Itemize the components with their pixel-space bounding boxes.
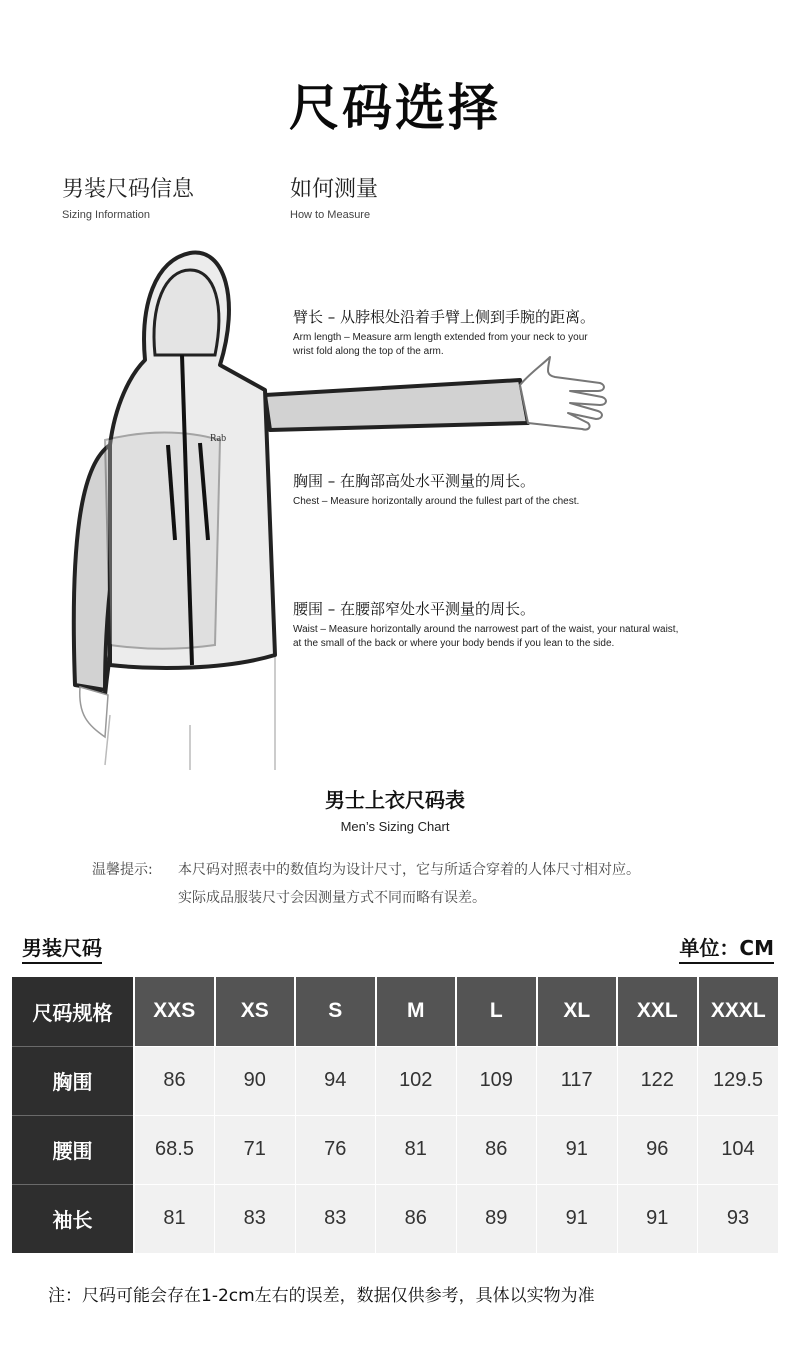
measure-note-arm [293, 306, 673, 358]
arm-note-en-2: wrist fold along the top of the arm. [293, 345, 444, 357]
brand-logo: Rab [210, 433, 227, 444]
arm-note-en-1: Arm length – Measure arm length extended from your neck to your [293, 332, 588, 343]
table-cell: 86 [456, 1115, 537, 1184]
table-cell: 90 [215, 1046, 296, 1115]
table-header-row [12, 977, 778, 1046]
footnote: 注：尺码可能会存在1-2cm左右的误差，数据仅供参考，具体以实物为准 [48, 1286, 595, 1306]
table-row [12, 1115, 778, 1184]
table-cell: 129.5 [698, 1046, 779, 1115]
table-cell: 86 [134, 1046, 215, 1115]
chart-title-zh: 男士上衣尺码表 [325, 788, 465, 812]
row-label-sleeve: 袖长 [12, 1184, 134, 1253]
table-cell: 109 [456, 1046, 537, 1115]
size-header: XXXL [698, 977, 779, 1046]
table-corner-header: 尺码规格 [12, 977, 134, 1046]
table-cell: 81 [134, 1184, 215, 1253]
sizing-info-zh: 男装尺码信息 [62, 177, 195, 202]
size-header: XL [537, 977, 618, 1046]
chest-note-en: Chest – Measure horizontally around the fullest part of the chest. [293, 496, 580, 507]
how-to-measure-en: How to Measure [290, 209, 371, 221]
chart-title-en: Men’s Sizing Chart [340, 819, 450, 834]
table-cell: 91 [617, 1184, 698, 1253]
table-cell: 94 [295, 1046, 376, 1115]
table-cell: 83 [295, 1184, 376, 1253]
table-cell: 104 [698, 1115, 779, 1184]
chest-note-zh: 胸围 – 在胸部高处水平测量的周长。 [293, 472, 536, 490]
size-header: M [376, 977, 457, 1046]
table-row [12, 1184, 778, 1253]
measure-note-waist [293, 598, 753, 650]
page-title: 尺码选择 [289, 79, 501, 137]
table-cell: 76 [295, 1115, 376, 1184]
size-header: S [295, 977, 376, 1046]
tip-line-2: 实际成品服装尺寸会因测量方式不同而略有误差。 [178, 890, 486, 906]
size-header: L [456, 977, 537, 1046]
table-cell: 102 [376, 1046, 457, 1115]
table-cell: 91 [537, 1115, 618, 1184]
row-label-chest: 胸围 [12, 1046, 134, 1115]
sizing-info-heading [62, 172, 194, 221]
waist-note-en-1: Waist – Measure horizontally around the narrowest part of the waist, your natural waist, [293, 624, 679, 635]
table-cell: 117 [537, 1046, 618, 1115]
table-title: 男装尺码 [22, 932, 102, 964]
tip-line-1: 本尺码对照表中的数值均为设计尺寸，它与所适合穿着的人体尺寸相对应。 [178, 862, 640, 878]
arm-note-zh: 臂长 – 从脖根处沿着手臂上侧到手腕的距离。 [293, 308, 596, 326]
table-cell: 71 [215, 1115, 296, 1184]
chart-title [0, 784, 790, 834]
table-row [12, 1046, 778, 1115]
table-cell: 86 [376, 1184, 457, 1253]
tip-label: 温馨提示: [92, 862, 153, 878]
tip-notice [92, 856, 640, 912]
size-table [12, 977, 778, 1253]
size-header: XXS [134, 977, 215, 1046]
sizing-info-en: Sizing Information [62, 209, 151, 221]
waist-note-en-2: at the small of the back or where your body bends if you lean to the side. [293, 637, 615, 649]
size-header: XXL [617, 977, 698, 1046]
waist-note-zh: 腰围 – 在腰部窄处水平测量的周长。 [293, 600, 536, 618]
table-cell: 89 [456, 1184, 537, 1253]
row-label-waist: 腰围 [12, 1115, 134, 1184]
table-cell: 122 [617, 1046, 698, 1115]
table-cell: 68.5 [134, 1115, 215, 1184]
table-cell: 91 [537, 1184, 618, 1253]
unit-label: 单位：CM [679, 932, 774, 964]
how-to-measure-heading [290, 172, 378, 221]
how-to-measure-zh: 如何测量 [290, 177, 379, 202]
table-cell: 83 [215, 1184, 296, 1253]
table-cell: 96 [617, 1115, 698, 1184]
measure-note-chest [293, 470, 653, 509]
size-header: XS [215, 977, 296, 1046]
table-cell: 81 [376, 1115, 457, 1184]
table-cell: 93 [698, 1184, 779, 1253]
